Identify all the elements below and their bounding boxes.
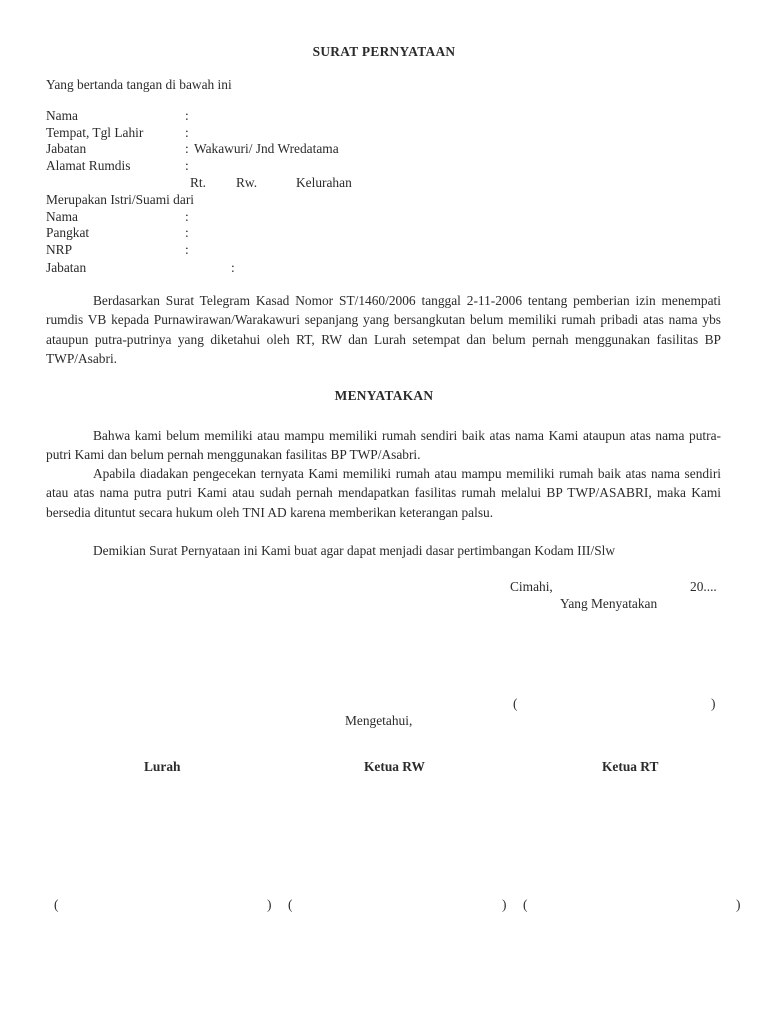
spouse-label-nama: Nama bbox=[46, 209, 78, 224]
paragraph-statement-1-text: Bahwa kami belum memiliki atau mampu memiliki rumah sendiri baik atas nama Kami ataupun atas nama putra-putri Kami dan belum pernah menggunakan fasilitas BP TWP/Asabri. bbox=[46, 428, 721, 463]
field-sep: : bbox=[185, 125, 189, 140]
field-sep: : bbox=[231, 260, 235, 275]
acknowledged-text: Mengetahui, bbox=[345, 713, 413, 728]
signer-label: Yang Menyatakan bbox=[560, 596, 658, 611]
paragraph-basis bbox=[46, 291, 721, 368]
field-value-jabatan: Wakawuri/ Jnd Wredatama bbox=[194, 141, 339, 156]
paragraph-statement-2 bbox=[46, 464, 721, 522]
rt-paren-open: ( bbox=[523, 897, 528, 912]
paragraph-closing bbox=[46, 541, 721, 560]
section-heading-menyatakan: MENYATAKAN bbox=[334, 388, 434, 403]
paragraph-statement-2-text: Apabila diadakan pengecekan ternyata Kami memiliki rumah atau mampu memiliki rumah baik atas nama sendiri atau atas nama putra putri Kami atau sudah pernah mendapatkan fasilitas rumah melalui BP TWP/ASABRI, maka Kami bersedia dituntut secara hukum oleh TNI AD karena memberikan keterangan palsu. bbox=[46, 466, 721, 520]
signer-paren-close: ) bbox=[711, 696, 716, 711]
paragraph-statement-1 bbox=[46, 426, 721, 465]
lurah-paren-open: ( bbox=[54, 897, 59, 912]
field-label-nama: Nama bbox=[46, 108, 78, 123]
rt-paren-close: ) bbox=[736, 897, 741, 912]
field-sep: : bbox=[185, 108, 189, 123]
field-sep: : bbox=[185, 209, 189, 224]
signer-paren-open: ( bbox=[513, 696, 518, 711]
field-sep: : bbox=[185, 225, 189, 240]
signatory-ketua-rw: Ketua RW bbox=[364, 759, 425, 774]
field-sep: : bbox=[185, 242, 189, 257]
address-rt: Rt. bbox=[190, 175, 206, 190]
field-sep: : bbox=[185, 141, 189, 156]
field-label-alamat-rumdis: Alamat Rumdis bbox=[46, 158, 131, 173]
field-label-jabatan: Jabatan bbox=[46, 141, 87, 156]
address-rw: Rw. bbox=[236, 175, 258, 190]
spouse-label-pangkat: Pangkat bbox=[46, 225, 90, 240]
signatory-ketua-rt: Ketua RT bbox=[602, 759, 659, 774]
document-title: SURAT PERNYATAAN bbox=[312, 44, 456, 59]
rw-paren-open: ( bbox=[288, 897, 293, 912]
intro-text: Yang bertanda tangan di bawah ini bbox=[46, 77, 232, 92]
lurah-paren-close: ) bbox=[267, 897, 272, 912]
paragraph-closing-text: Demikian Surat Pernyataan ini Kami buat agar dapat menjadi dasar pertimbangan Kodam III/Slw bbox=[93, 543, 616, 558]
place-text: Cimahi, bbox=[510, 579, 553, 594]
paragraph-basis-text: Berdasarkan Surat Telegram Kasad Nomor ST/1460/2006 tanggal 2-11-2006 tentang pemberian izin menempati rumdis VB kepada Purnawirawan/Warakawuri sepanjang yang bersangkutan belum memiliki rumah pribadi atas nama ybs ataupun putra-putrinya yang diketahui oleh RT, RW dan Lurah setempat dan belum pernah menggunakan fasilitas BP TWP/Asabri. bbox=[46, 293, 721, 366]
year-text: 20.... bbox=[690, 579, 717, 594]
spouse-label-nrp: NRP bbox=[46, 242, 73, 257]
address-kelurahan: Kelurahan bbox=[296, 175, 352, 190]
field-label-tempat-tgl-lahir: Tempat, Tgl Lahir bbox=[46, 125, 144, 140]
spouse-label-jabatan: Jabatan bbox=[46, 260, 87, 275]
field-sep: : bbox=[185, 158, 189, 173]
signatory-lurah: Lurah bbox=[144, 759, 181, 774]
spouse-intro: Merupakan Istri/Suami dari bbox=[46, 192, 195, 207]
rw-paren-close: ) bbox=[502, 897, 507, 912]
